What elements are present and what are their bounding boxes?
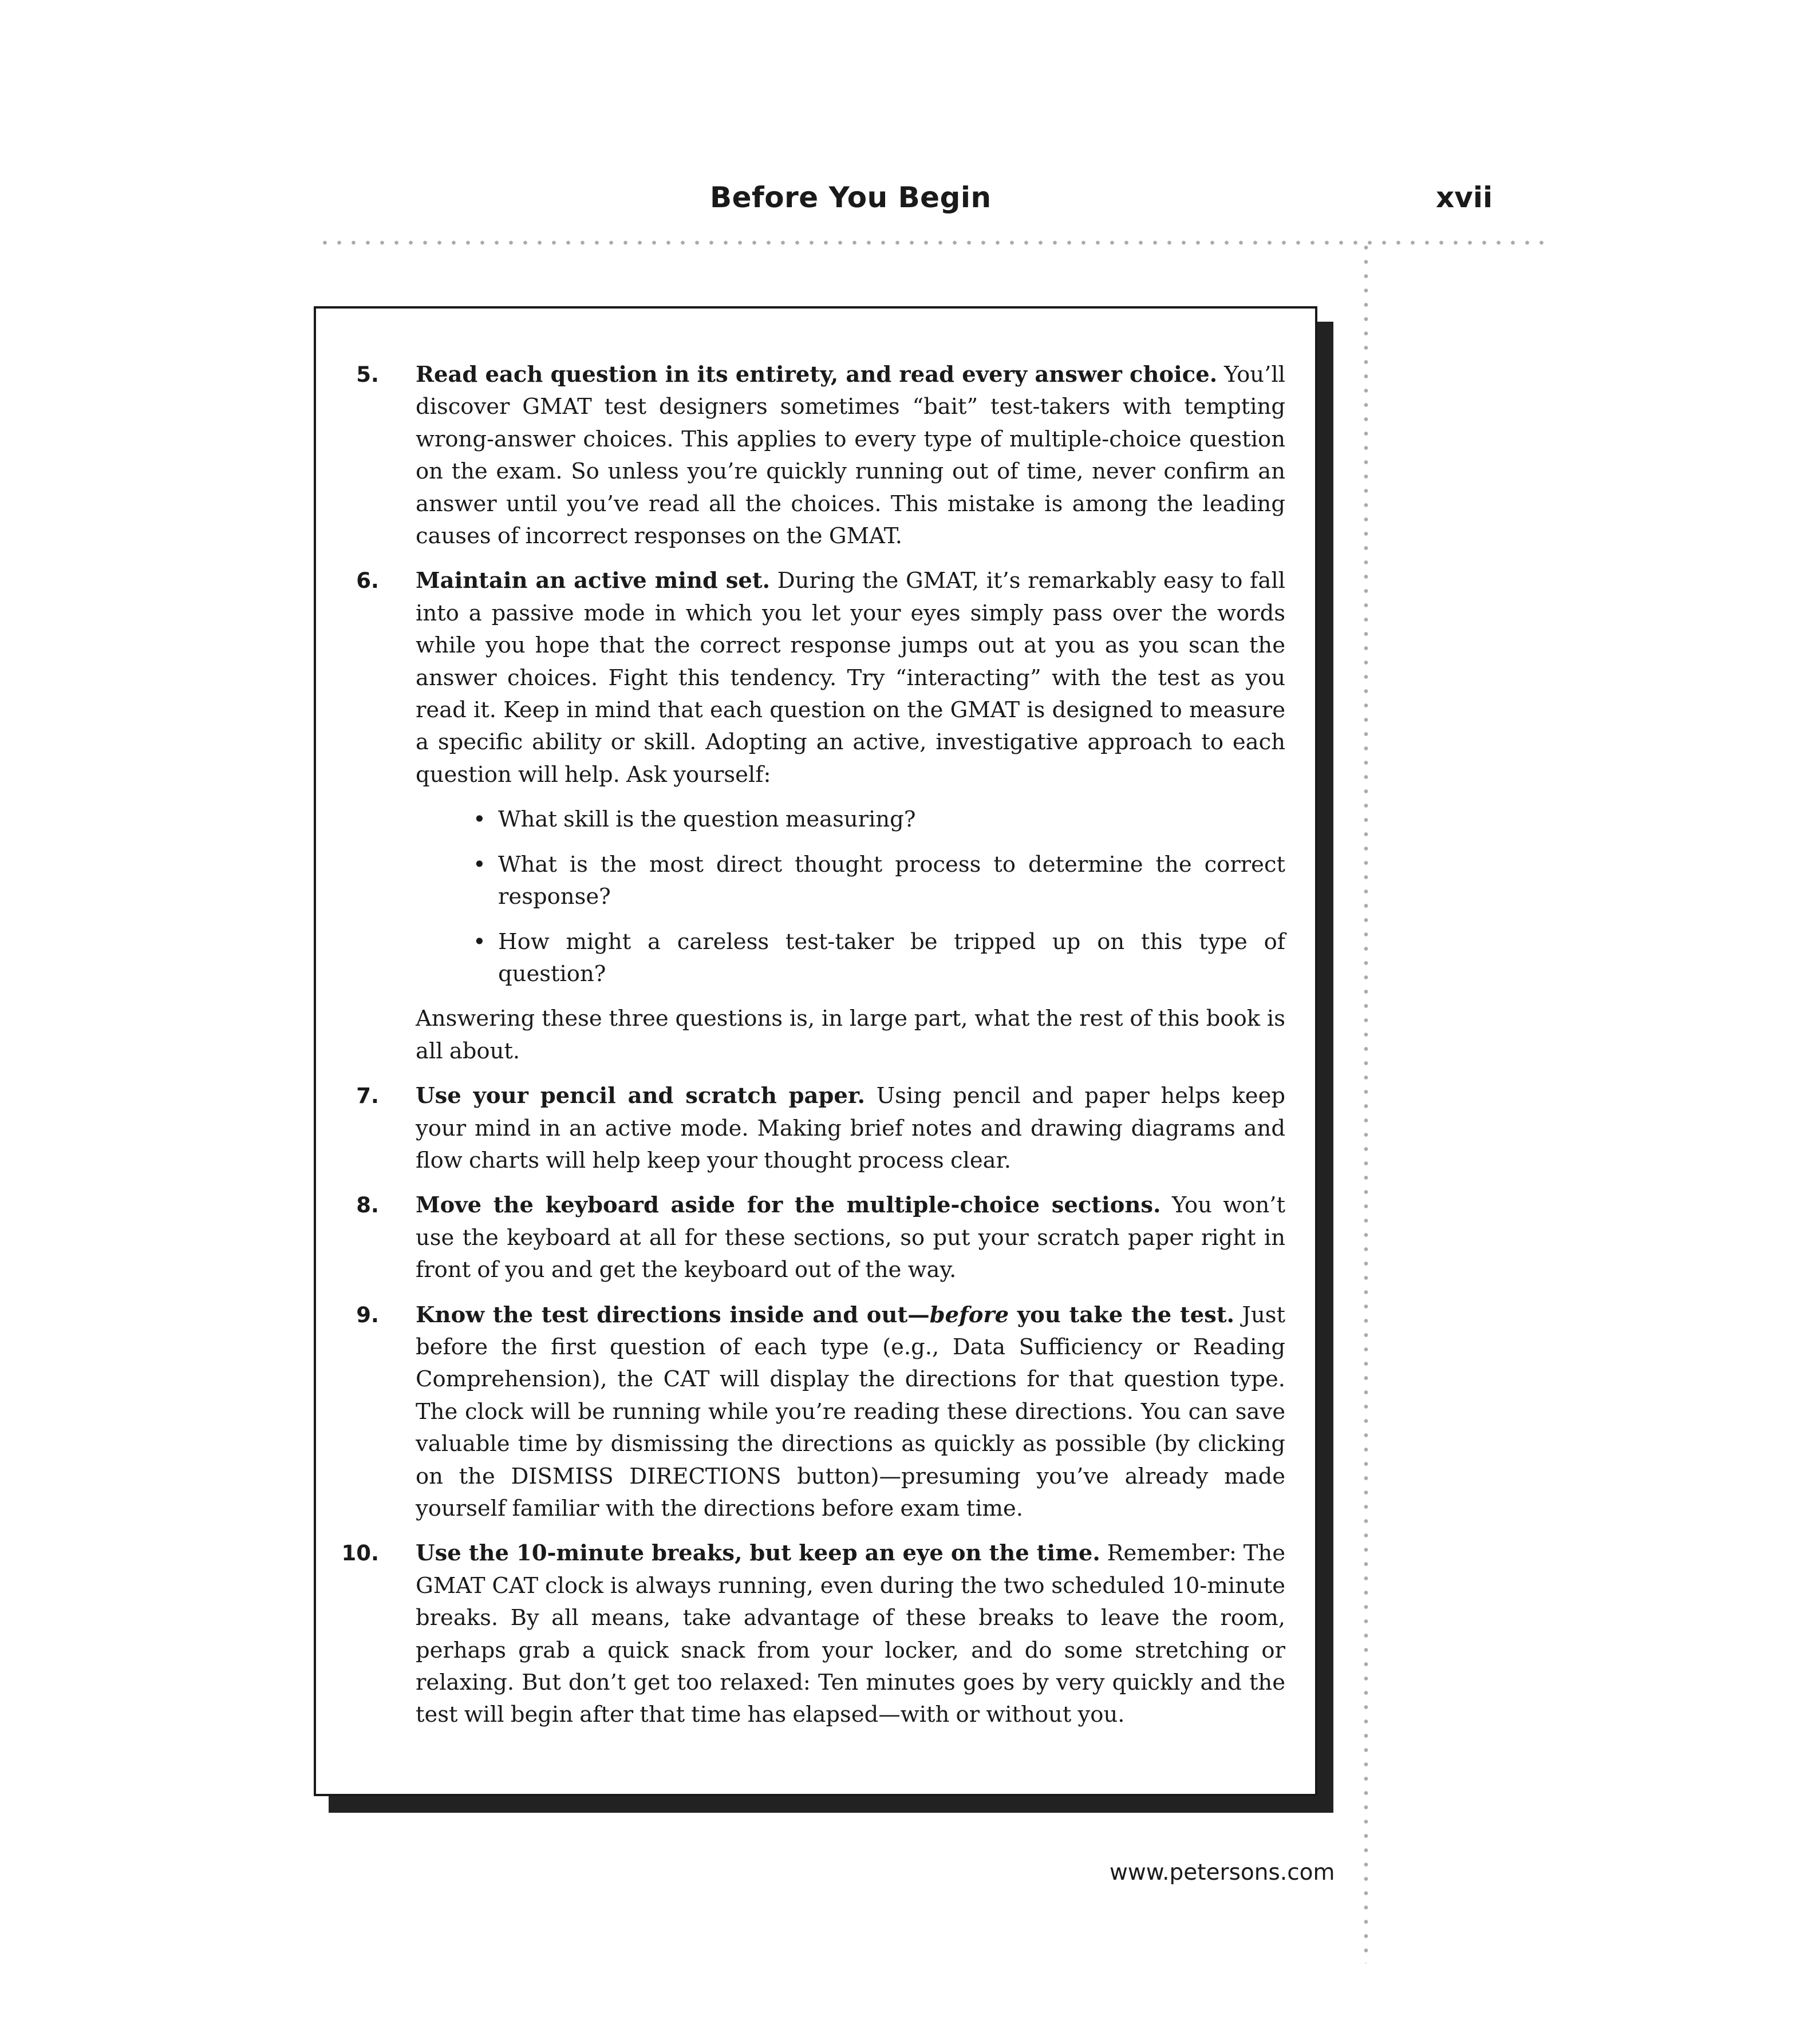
tip-paragraph <box>416 1299 1285 1525</box>
tip-lead: Use the 10-minute breaks, but keep an eye on the time. <box>416 1540 1100 1567</box>
running-head <box>0 175 1808 220</box>
tip-lead-part2: you take the test. <box>1009 1302 1235 1328</box>
list-item <box>316 1080 1315 1177</box>
section-title: Before You Begin <box>710 181 992 214</box>
tip-number: 9. <box>356 1302 379 1327</box>
list-item <box>316 1299 1315 1525</box>
tips-box-inner <box>316 309 1315 1794</box>
tip-paragraph <box>416 565 1285 791</box>
tip-lead: Read each question in its entirety, and read every answer choice. <box>416 362 1218 388</box>
tip-body: During the GMAT, it’s remarkably easy to fall into a passive mode in which you let your eyes simply pass over the words while you hope that the correct response jumps out at you as you scan the answer choices. Fight this tendency. Try “interacting” with the test as you read it. Keep in mind that each question on the GMAT is designed to measure a specific ability or skill. Adopting an active, investigative approach to each question will help. Ask yourself: <box>416 568 1285 788</box>
tip-paragraph <box>416 1189 1285 1286</box>
list-item <box>316 565 1315 1068</box>
tip-number: 5. <box>356 362 379 387</box>
tip-lead: Move the keyboard aside for the multiple-choice sections. <box>416 1192 1161 1219</box>
tip-list <box>316 359 1315 1744</box>
tip-number: 8. <box>356 1193 379 1218</box>
tip-lead <box>416 1302 1234 1328</box>
tip-number: 10. <box>341 1541 379 1566</box>
bullet-icon: • <box>473 928 486 955</box>
tip-body: You won’t use the keyboard at all for these sections, so put your scratch paper right in front of you and get the keyboard out of the way. <box>416 1192 1286 1283</box>
tip-paragraph-continued: Answering these three questions is, in large part, what the rest of this book is all about. <box>416 1006 1285 1064</box>
tip-body: Just before the first question of each type (e.g., Data Sufficiency or Reading Comprehension), the CAT will display the directions for that question type. The clock will be running while you’re reading these directions. You can save valuable time by dismissing the directions as quickly as possible (by clicking on the DISMISS DIRECTIONS button)—presuming you’ve already made yourself familiar with the directions before exam time. <box>416 1302 1285 1521</box>
list-item <box>316 1189 1315 1286</box>
bullet-item <box>416 849 1285 914</box>
bullet-icon: • <box>473 851 486 877</box>
bullet-text: What skill is the question measuring? <box>498 806 916 833</box>
tip-lead-part1: Know the test directions inside and out— <box>416 1302 930 1328</box>
tip-number: 7. <box>356 1084 379 1109</box>
page-number: xvii <box>1436 181 1493 214</box>
footer-url[interactable]: www.petersons.com <box>1110 1860 1335 1885</box>
bullet-text: What is the most direct thought process to determine the correct response? <box>498 851 1285 910</box>
tip-lead: Use your pencil and scratch paper. <box>416 1083 866 1109</box>
list-item <box>316 1537 1315 1731</box>
tip-body: Remember: The GMAT CAT clock is always running, even during the two scheduled 10-minute breaks. By all means, take advantage of these breaks to leave the room, perhaps grab a quick snack from your locker, and do some stretching or relaxing. But don’t get too relaxed: Ten minutes goes by very quickly and the test will begin after that time has elapsed—with or without you. <box>416 1540 1285 1728</box>
tip-body: Using pencil and paper helps keep your mind in an active mode. Making brief notes and drawing diagrams and flow charts will help keep your thought process clear. <box>416 1083 1285 1173</box>
tip-lead-emphasis: before <box>929 1302 1009 1328</box>
tip-number: 6. <box>356 568 379 594</box>
tip-paragraph <box>416 359 1285 552</box>
dotted-rule-vertical <box>1364 240 1368 1963</box>
tip-body: You’ll discover GMAT test designers sometimes “bait” test-takers with tempting wrong-answer choices. This applies to every type of multiple-choice question on the exam. So unless you’re quickly running out of time, never confirm an answer until you’ve read all the choices. This mistake is among the leading causes of incorrect responses on the GMAT. <box>416 362 1285 549</box>
bullet-item <box>416 804 1285 836</box>
list-item <box>316 359 1315 552</box>
bullet-text: How might a careless test-taker be tripped up on this type of question? <box>498 928 1285 987</box>
bullet-list <box>416 804 1285 990</box>
tip-paragraph <box>416 1537 1285 1731</box>
tip-lead: Maintain an active mind set. <box>416 568 771 594</box>
bullet-icon: • <box>473 806 486 833</box>
bullet-item <box>416 926 1285 991</box>
tips-box <box>314 306 1317 1796</box>
tip-paragraph <box>416 1080 1285 1177</box>
